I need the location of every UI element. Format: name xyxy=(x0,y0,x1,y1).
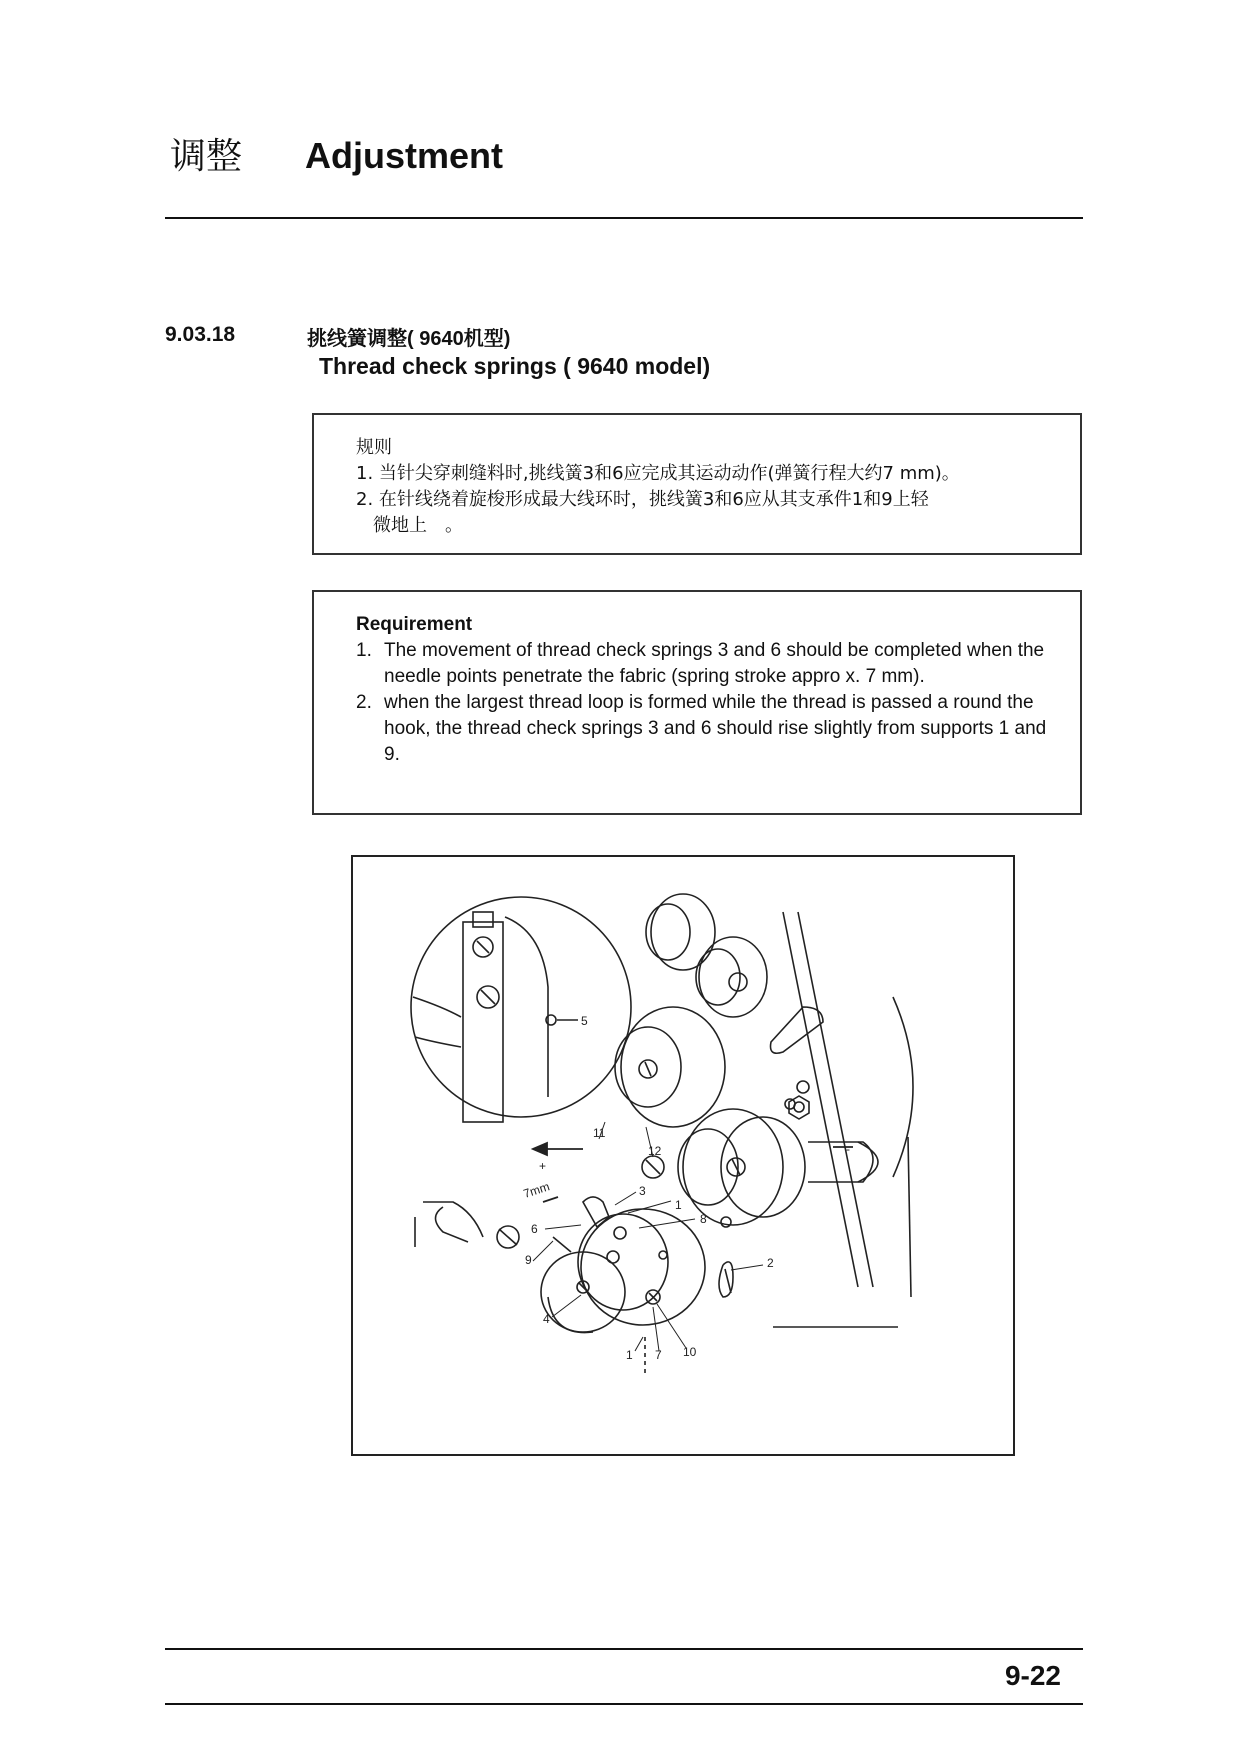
callout-3: 3 xyxy=(639,1184,646,1198)
requirement-item-number: 1. xyxy=(356,640,372,661)
footer-rule-top xyxy=(165,1648,1083,1650)
callout-plus: + xyxy=(539,1159,547,1173)
callout-9: 9 xyxy=(525,1253,532,1267)
requirement-heading: Requirement xyxy=(356,614,473,635)
requirement-item xyxy=(356,638,1056,690)
section-number: 9.03.18 xyxy=(165,323,236,346)
callout-12: 12 xyxy=(648,1144,662,1158)
detail-needle-bar xyxy=(463,922,503,1122)
header-title-en: Adjustment xyxy=(305,135,503,176)
callout-1-upper: 1 xyxy=(675,1198,682,1212)
callout-8: 8 xyxy=(700,1212,707,1226)
detail-magnifier-circle xyxy=(411,897,631,1117)
section-title-cn: 挑线簧调整( 9640机型) xyxy=(307,328,511,350)
requirement-item-number: 2. xyxy=(356,692,372,713)
page-number: 9-22 xyxy=(1004,1660,1061,1691)
callout-minus: - xyxy=(846,1142,850,1156)
callout-5: 5 xyxy=(581,1014,588,1028)
rule-item-cn-2-cont: 微地上 。 xyxy=(373,515,463,536)
callout-2: 2 xyxy=(767,1256,774,1270)
callout-4: 4 xyxy=(543,1312,550,1326)
callout-11: 11 xyxy=(593,1126,606,1140)
callout-10: 10 xyxy=(683,1345,697,1359)
header-title-cn: 调整 xyxy=(170,136,243,177)
callout-1-lower: 1 xyxy=(626,1348,633,1362)
callout-6: 6 xyxy=(531,1222,538,1236)
page-header xyxy=(170,128,503,179)
illustration-svg xyxy=(353,857,1013,1454)
requirement-item-text: when the largest thread loop is formed while the thread is passed a round the hook, the thread check springs 3 and 6 should rise slightly from supports 1 and 9. xyxy=(384,692,1047,765)
header-rule xyxy=(165,217,1083,219)
rule-box-cn xyxy=(312,413,1082,555)
requirement-box xyxy=(312,590,1082,815)
footer-rule-bottom xyxy=(165,1703,1083,1705)
requirement-item xyxy=(356,690,1056,768)
callout-7: 7 xyxy=(655,1348,662,1362)
requirement-item-text: The movement of thread check springs 3 and 6 should be completed when the needle points penetrate the fabric (spring stroke appro x. 7 mm). xyxy=(384,640,1045,687)
rule-heading-cn: 规则 xyxy=(356,437,392,458)
callout-7mm: 7mm xyxy=(521,1179,552,1201)
rule-item-cn-1: 1. 当针尖穿刺缝料时,挑线簧3和6应完成其运动动作(弹簧行程大约7 mm)。 xyxy=(356,463,960,484)
rule-item-cn-2: 2. 在针线绕着旋梭形成最大线环时，挑线簧3和6应从其支承件1和9上轻 xyxy=(356,489,929,510)
thread-check-spring-illustration xyxy=(351,855,1015,1456)
section-title-en: Thread check springs ( 9640 model) xyxy=(319,353,711,379)
